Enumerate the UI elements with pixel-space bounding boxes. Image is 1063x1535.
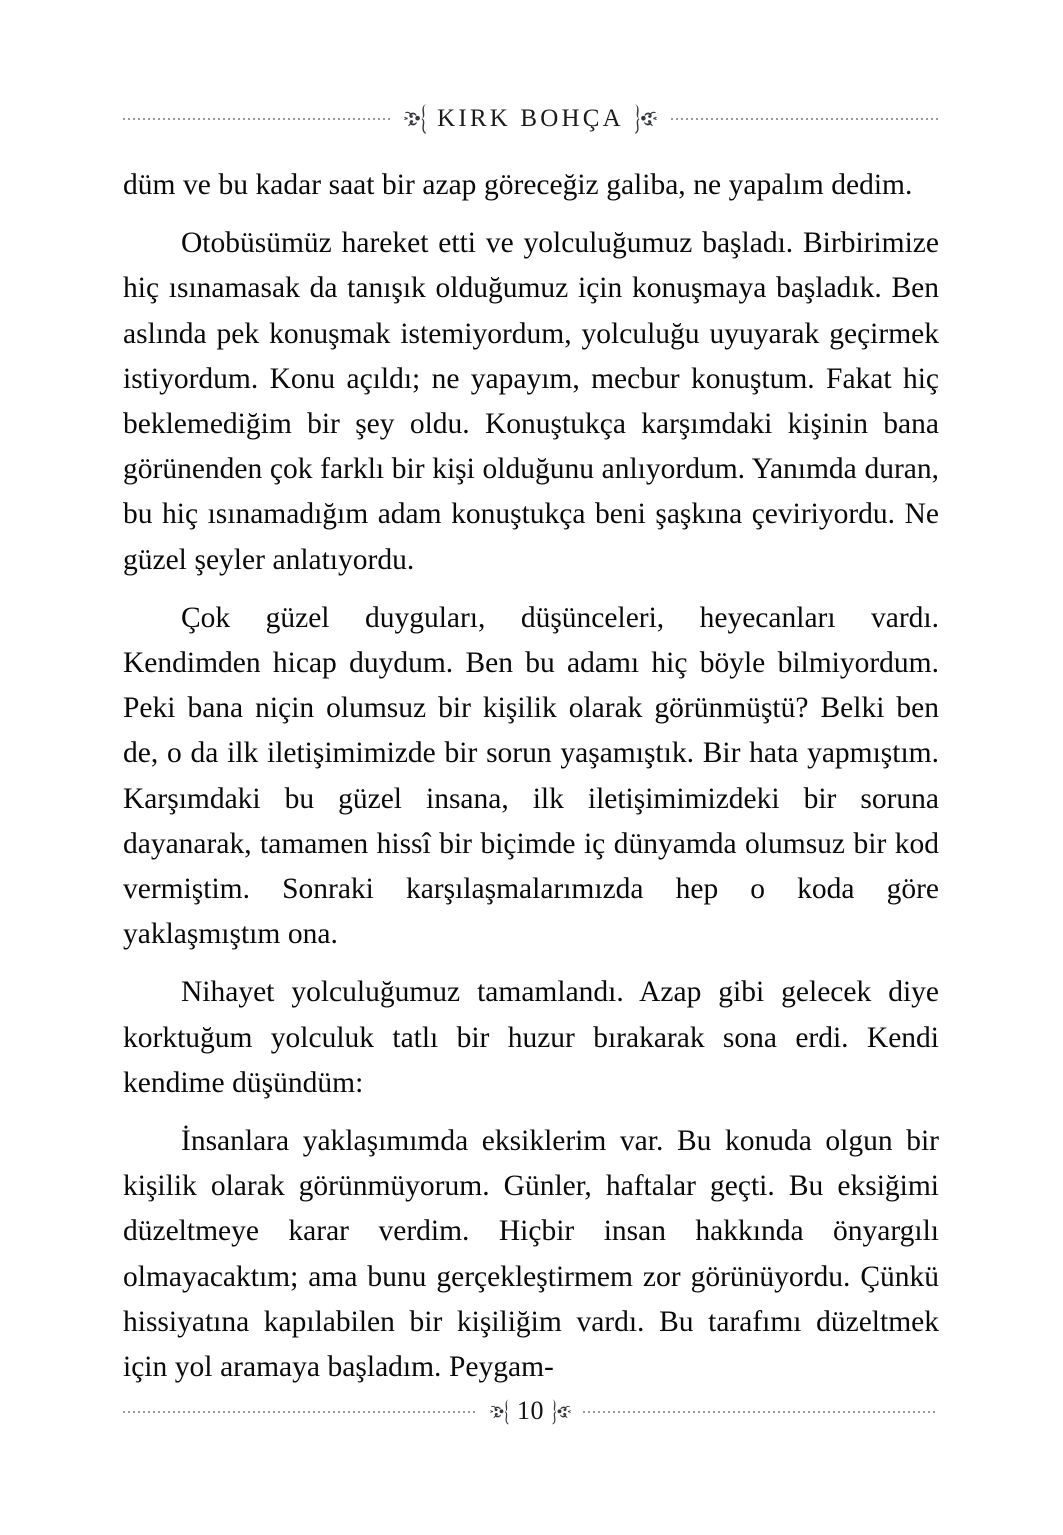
running-head-title: KIRK BOHÇA	[437, 104, 624, 132]
footer-rule-right	[583, 1407, 938, 1417]
folio-center	[478, 1397, 583, 1427]
running-head-center	[390, 102, 671, 136]
paragraph-5: İnsanlara yaklaşımımda eksiklerim var. Bu konuda olgun bir kişilik olarak görünmüyorum. Günler, haftalar geçti. Bu eksiğimi düzeltmeye karar verdim. Hiçbir insan hakkında önyargılı olmayacaktım; ama bunu gerçekleştirmem zor görünüyordu. Çünkü hissiyatına kapılabilen bir kişiliğim vardı. Bu tarafımı düzeltmek için yol aramaya başladım. Peygam-	[123, 1125, 939, 1384]
fleuron-ornament-right	[631, 102, 657, 136]
fleuron-ornament-footer-left	[490, 1397, 512, 1427]
paragraph-1: düm ve bu kadar saat bir azap göreceğiz galiba, ne yapalım dedim.	[123, 169, 913, 201]
fleuron-ornament-footer-right	[549, 1397, 571, 1427]
header-rule-left	[123, 114, 390, 124]
page-footer	[123, 1392, 938, 1432]
page-text-column	[123, 163, 939, 1390]
page-number: 10	[517, 1396, 544, 1425]
fleuron-ornament-left	[404, 102, 430, 136]
paragraph-4: Nihayet yolculuğumuz tamamlandı. Azap gibi gelecek diye korktuğum yolculuk tatlı bir huzur bırakarak sona erdi. Kendi kendime düşündüm:	[123, 976, 939, 1099]
footer-rule-left	[123, 1407, 478, 1417]
header-rule-right	[671, 114, 938, 124]
running-head	[123, 98, 938, 140]
paragraph-2: Otobüsümüz hareket etti ve yolculuğumuz başladı. Birbirimize hiç ısınamasak da tanışık olduğumuz için konuşmaya başladık. Ben aslında pek konuşmak istemiyordum, yolculuğu uyuyarak geçirmek istiyordum. Konu açıldı; ne yapayım, mecbur konuştum. Fakat hiç beklemediğim bir şey oldu. Konuştukça karşımdaki kişinin bana görünenden çok farklı bir kişi olduğunu anlıyordum. Yanımda duran, bu hiç ısınamadığım adam konuştukça beni şaşkına çeviriyordu. Ne güzel şeyler anlatıyordu.	[123, 227, 939, 576]
paragraph-3: Çok güzel duyguları, düşünceleri, heyecanları vardı. Kendimden hicap duydum. Ben bu adamı hiç böyle bilmiyordum. Peki bana niçin olumsuz bir kişilik olarak görünmüştü? Belki ben de, o da ilk iletişimimizde bir sorun yaşamıştık. Bir hata yapmıştım. Karşımdaki bu güzel insana, ilk iletişimimizdeki bir soruna dayanarak, tamamen hissî bir biçimde iç dünyamda olumsuz bir kod vermiştim. Sonraki karşılaşmalarımızda hep o koda göre yaklaşmıştım ona.	[123, 601, 939, 951]
